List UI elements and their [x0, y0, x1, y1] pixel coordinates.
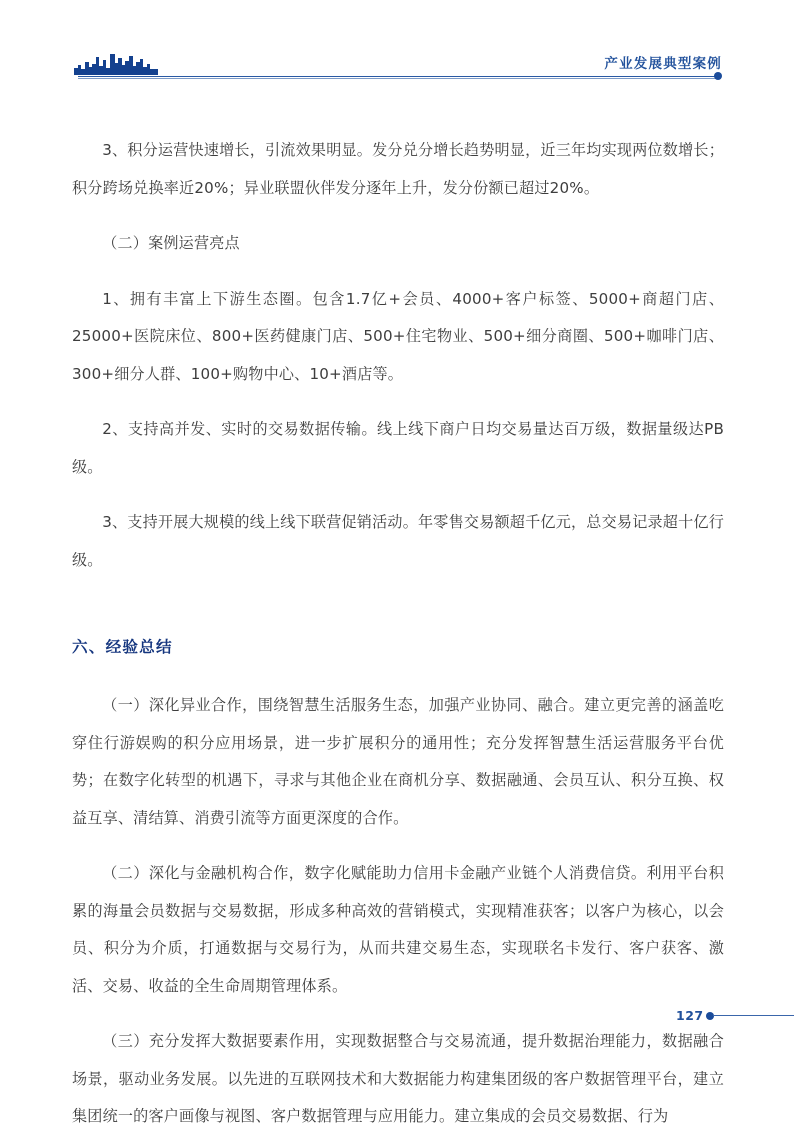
paragraph-experience-three: （三）充分发挥大数据要素作用，实现数据整合与交易流通，提升数据治理能力，数据融合场景，驱动业务发展。以先进的互联网技术和大数据能力构建集团级的客户数据管理平台，建立集团统一的客户画像与视图、客户数据管理与应用能力。建立集成的会员交易数据、行为 — [72, 1032, 724, 1125]
paragraph-experience-one: （一）深化异业合作，围绕智慧生活服务生态，加强产业协同、融合。建立更完善的涵盖吃穿住行游娱购的积分应用场景，进一步扩展积分的通用性；充分发挥智慧生活运营服务平台优势；在数字化转型的机遇下，寻求与其他企业在商机分享、数据融通、会员互认、积分互换、权益互享、清结算、消费引流等方面更深度的合作。 — [72, 696, 724, 827]
header-rule — [78, 76, 718, 77]
page-header — [0, 0, 794, 96]
subsection-title-case-highlights: （二）案例运营亮点 — [102, 234, 240, 252]
page-content — [72, 132, 724, 1145]
paragraph-concurrency: 2、支持高并发、实时的交易数据传输。线上线下商户日均交易量达百万级，数据量级达PB级。 — [72, 420, 724, 476]
paragraph-ecosystem: 1、拥有丰富上下游生态圈。包含1.7亿+会员、4000+客户标签、5000+商超门店、25000+医院床位、800+医药健康门店、500+住宅物业、500+细分商圈、500+咖啡门店、300+细分人群、100+购物中心、10+酒店等。 — [72, 289, 724, 383]
paragraph-points-growth: 3、积分运营快速增长，引流效果明显。发分兑分增长趋势明显，近三年均实现两位数增长；积分跨场兑换率近20%；异业联盟伙伴发分逐年上升，发分份额已超过20%。 — [72, 141, 724, 197]
section-heading-experience-summary: 六、经验总结 — [72, 638, 173, 656]
page-number: 127 — [676, 1008, 704, 1023]
paragraph-experience-two: （二）深化与金融机构合作，数字化赋能助力信用卡金融产业链个人消费信贷。利用平台积累的海量会员数据与交易数据，形成多种高效的营销模式，实现精准获客；以客户为核心，以会员、积分为介质，打通数据与交易行为，从而共建交易生态，实现联名卡发行、客户获客、激活、交易、收益的全生命周期管理体系。 — [72, 864, 724, 995]
header-end-dot-icon — [714, 72, 722, 80]
paragraph-promotion: 3、支持开展大规模的线上线下联营促销活动。年零售交易额超千亿元，总交易记录超十亿行级。 — [72, 513, 724, 569]
footer-rule — [713, 1015, 794, 1016]
header-title: 产业发展典型案例 — [604, 56, 722, 72]
city-skyline-icon — [74, 51, 158, 75]
page-footer — [0, 1000, 794, 1040]
header-rule-secondary — [78, 78, 718, 79]
